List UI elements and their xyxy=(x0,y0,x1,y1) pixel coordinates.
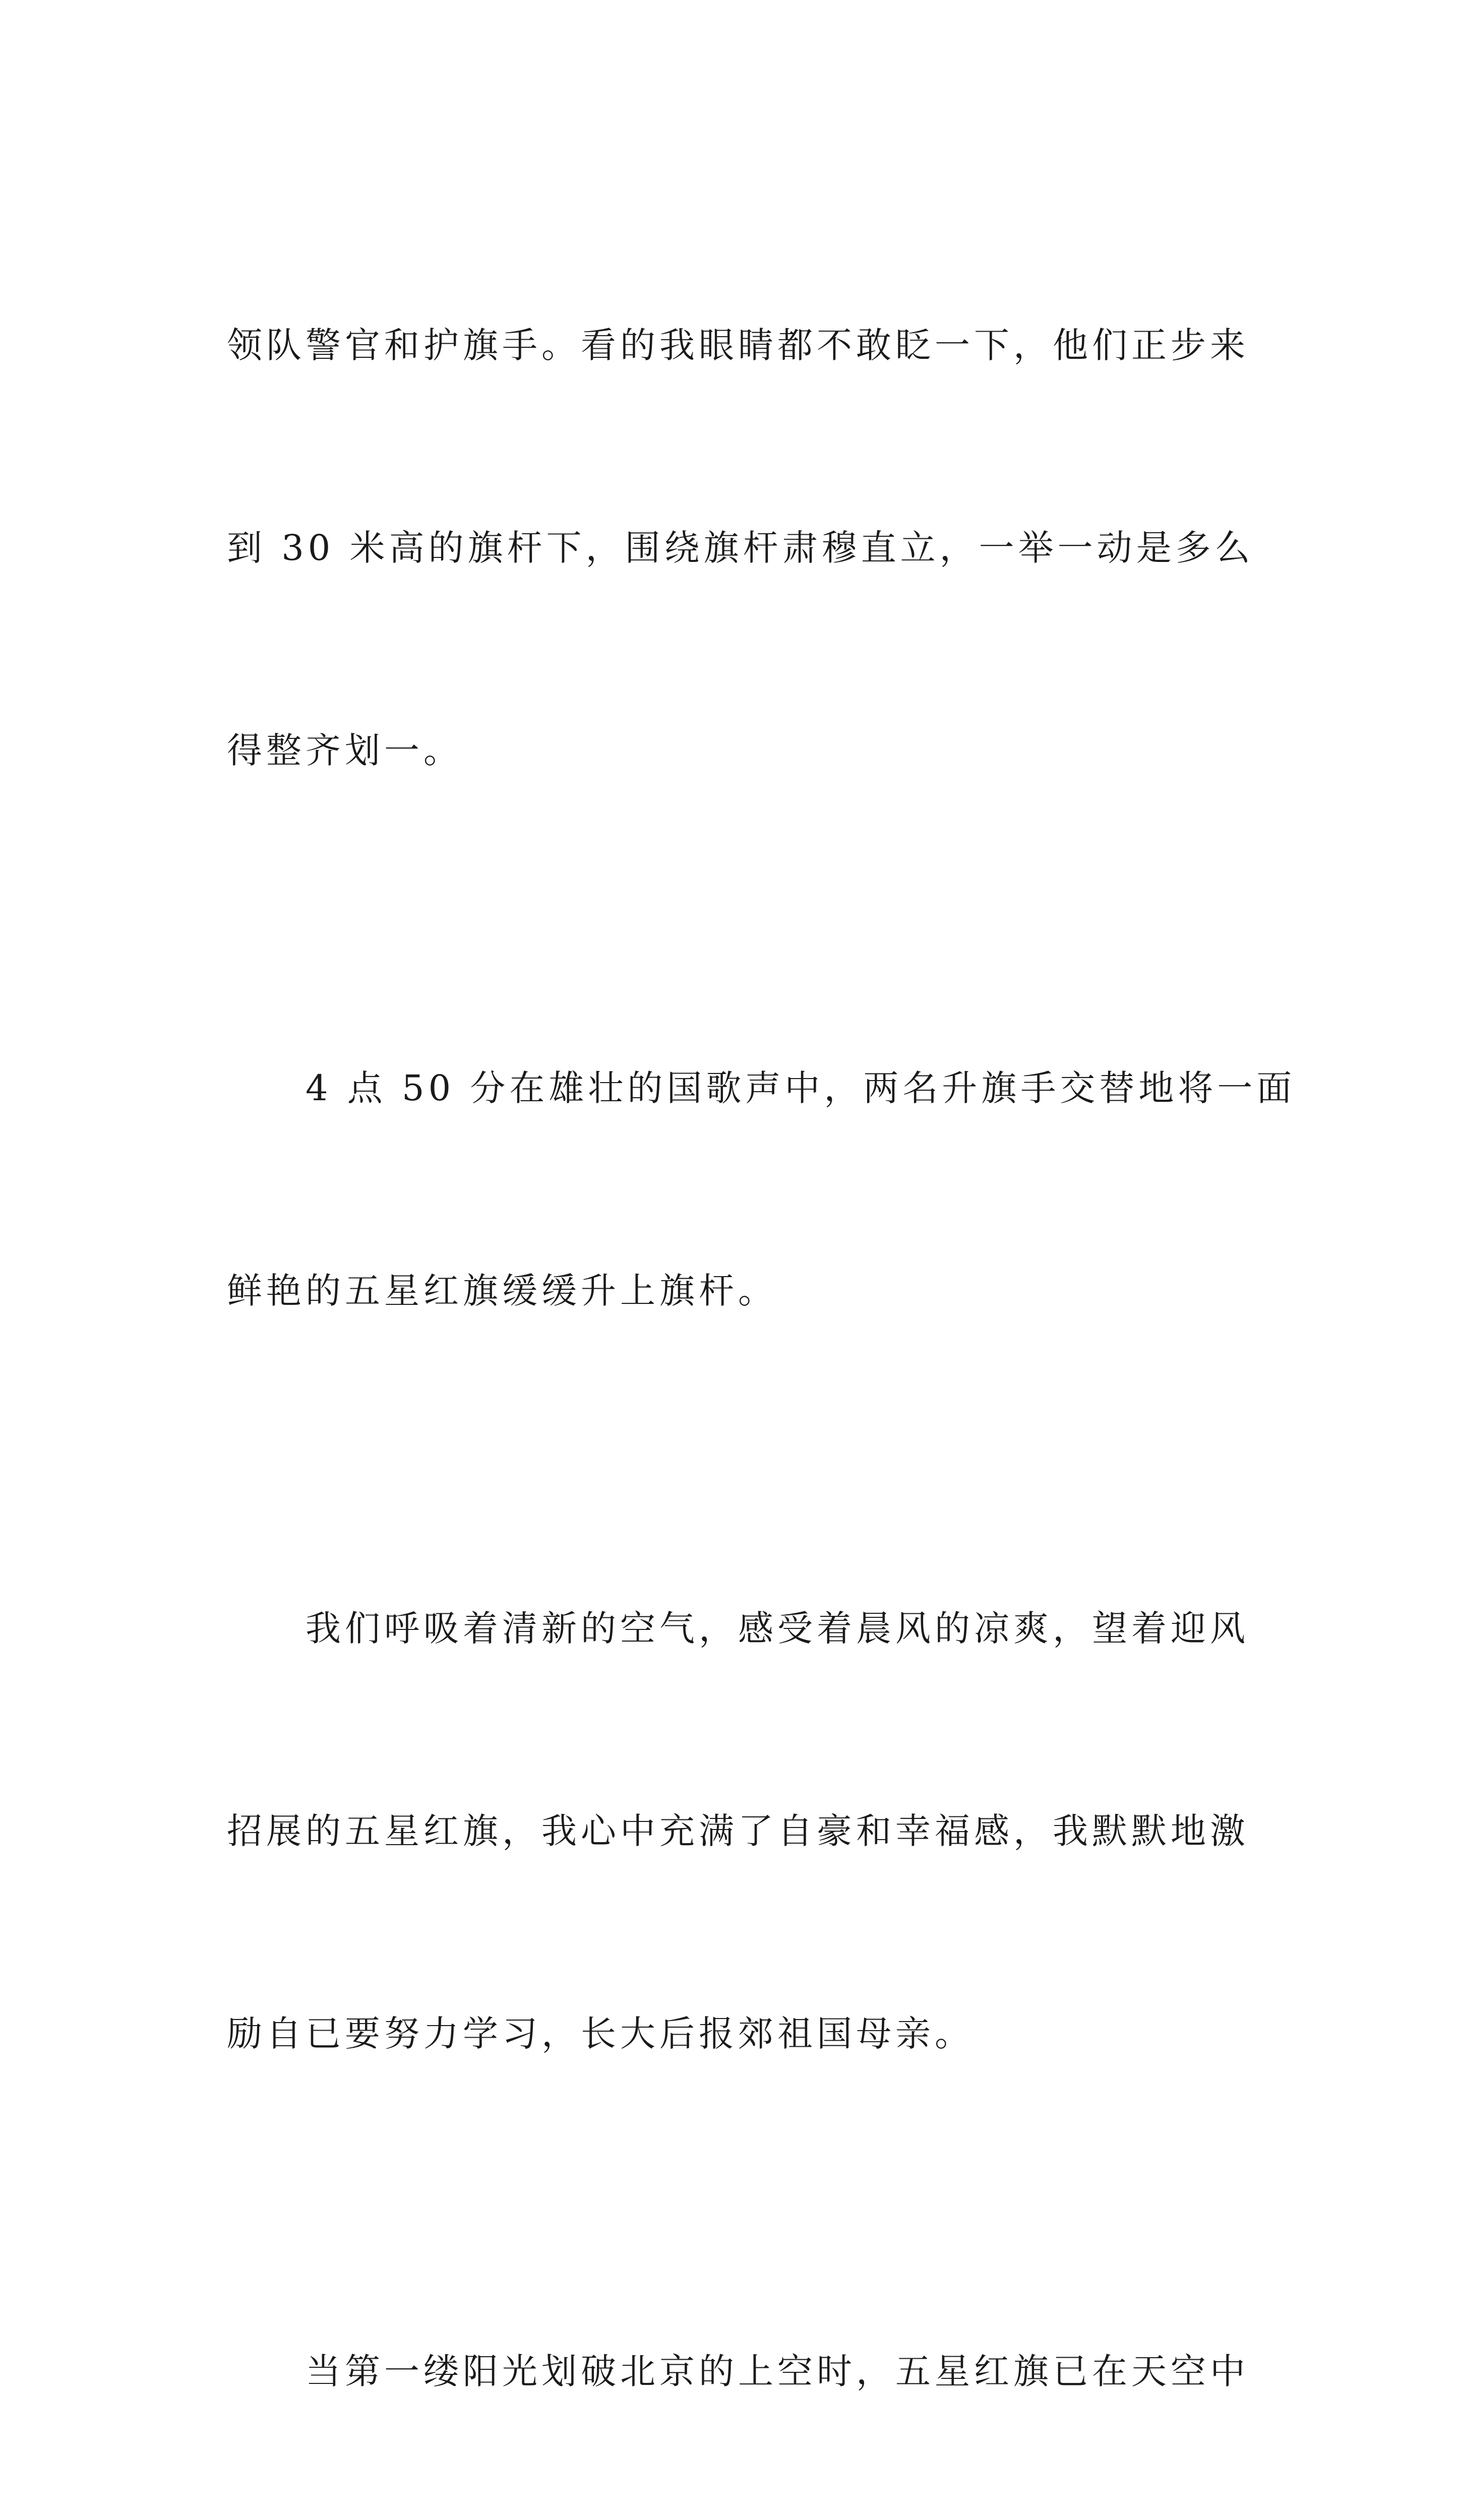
text-line: 鲜艳的五星红旗缓缓升上旗杆。 xyxy=(227,1270,777,1311)
text-line: 得整齐划一。 xyxy=(227,730,463,771)
paragraph-3 xyxy=(227,1460,1250,2202)
text-line: 领队警官和护旗手。看的我眼睛都不敢眨一下，他们正步来 xyxy=(227,325,1249,366)
text-line: 励自已要努力学习，长大后报郊祖国母亲。 xyxy=(227,2013,974,2054)
text-line: 4 点 50 分在雄壮的国歌声中，两名升旗手交替地将一面 xyxy=(227,1067,1296,1109)
document-body xyxy=(227,176,1296,2520)
paragraph-4 xyxy=(227,2202,1250,2520)
text-line: 当第一缕阳光划破北京的上空时，五星红旗已在天空中 xyxy=(227,2351,1249,2392)
paragraph-1 xyxy=(227,176,1254,919)
text-line: 招展的五星红旗，我心中充满了自豪和幸福感，我默默地激 xyxy=(227,1810,1249,1852)
paragraph-2 xyxy=(227,919,1296,1460)
text-line: 到 30 米高的旗杆下，围绕旗杆肃穆直立，一举一动是多么 xyxy=(227,527,1254,569)
text-line: 我们呼吸着清新的空气，感受着晨风的凉爽，望着迎风 xyxy=(227,1608,1249,1649)
